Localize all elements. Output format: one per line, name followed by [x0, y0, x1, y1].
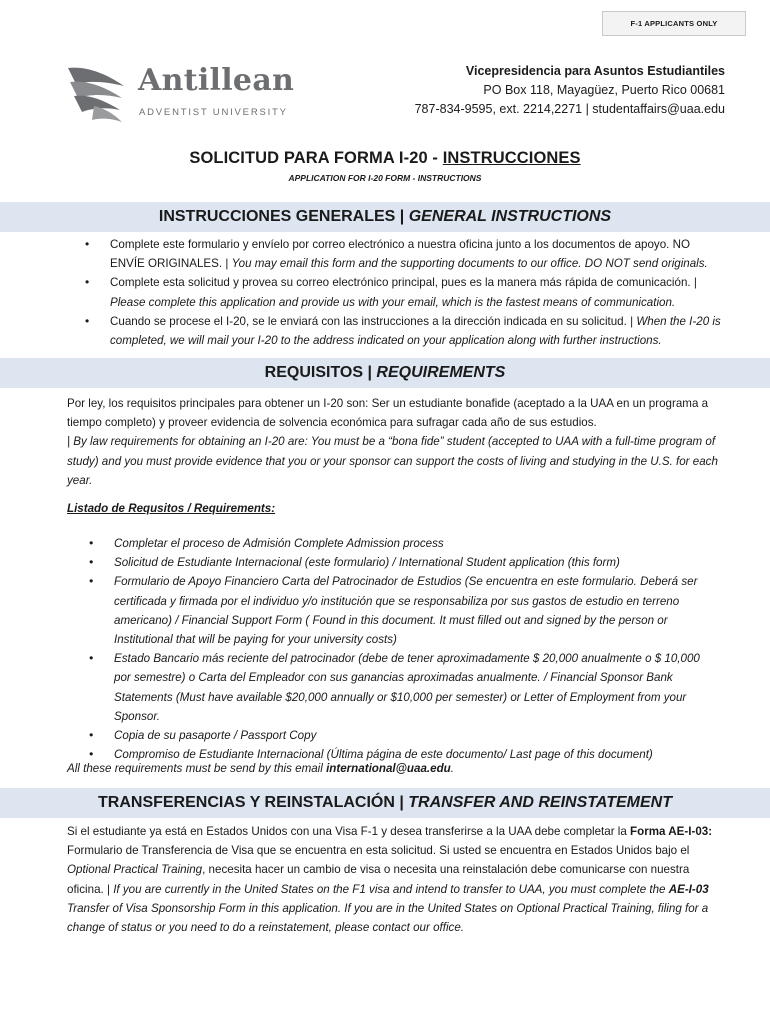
email-note-end: . — [450, 762, 454, 775]
transfer-text: Si el estudiante ya está en Estados Unidos con una Visa F-1 y desea transferirse a la UAA debe completar la — [67, 825, 631, 838]
page-subtitle: APPLICATION FOR I-20 FORM - INSTRUCTIONS — [288, 173, 482, 183]
list-item: • Compromiso de Estudiante Internacional (Última página de este documento/ Last page of this document) — [89, 745, 719, 764]
requirements-intro — [67, 394, 727, 490]
form-code-en: AE-I-03 — [668, 882, 709, 896]
office-phone-email: 787-834-9595, ext. 2214,2271 | studentaffairs@uaa.edu — [414, 102, 725, 116]
requirements-intro-es: Por ley, los requisitos principales para obtener un I-20 son: Ser un estudiante bonafide (aceptado a la UAA en un programa a tiempo completo) y proveer evidencia de solvencia económica para sufragar cada año de sus estudios. — [67, 397, 709, 430]
logo-name: Antillean — [138, 63, 295, 98]
requirements-heading-en: REQUIREMENTS — [376, 364, 506, 381]
title-es-underlined: INSTRUCCIONES — [442, 149, 581, 167]
book-wing-logo-icon — [64, 60, 130, 126]
item-es: Complete esta solicitud y provea su correo electrónico principal, pues es la manera más rápida de comunicación. | — [110, 276, 697, 290]
office-address: PO Box 118, Mayagüez, Puerto Rico 00681 — [483, 83, 725, 97]
transfer-heading-en: TRANSFER AND REINSTATEMENT — [408, 794, 672, 811]
requirements-intro-en: | By law requirements for obtaining an I-20 are: You must be a “bona fide” student (accepted to UAA with a full-time program of study) and you must provide evidence that you or your sponsor can support the costs of living and studying in the U.S. for each year. — [67, 435, 718, 487]
transfer-text-en: If you are currently in the United States on the F1 visa and intend to transfer to UAA, you must complete the — [113, 882, 669, 896]
general-instructions-heading — [0, 202, 770, 232]
requirements-list-heading: Listado de Requsitos / Requirements: — [67, 502, 276, 515]
item-en: Please complete this application and provide us with your email, which is the fastest means of communication. — [110, 295, 676, 309]
office-name: Vicepresidencia para Asuntos Estudiantiles — [465, 64, 725, 78]
general-instructions-list — [85, 235, 725, 350]
transfer-heading-es: TRANSFERENCIAS Y REINSTALACIÓN | — [98, 794, 409, 811]
transfer-heading — [0, 788, 770, 818]
requirements-heading-es: REQUISITOS | — [264, 364, 377, 381]
email-note — [67, 759, 727, 778]
item-en: You may email this form and the supporting documents to our office. DO NOT send originals. — [231, 257, 708, 271]
list-item: • Completar el proceso de Admisión Complete Admission process — [89, 534, 719, 553]
general-heading-en: GENERAL INSTRUCTIONS — [408, 208, 612, 225]
item-en: When the I-20 is completed, we will mail your I-20 to the address indicated on your application along with further instructions. — [110, 314, 721, 348]
item-es: Cuando se procese el I-20, se le enviará con las instrucciones a la dirección indicada en su solicitud. | — [110, 314, 637, 328]
requirements-list — [89, 534, 719, 764]
general-heading-es: INSTRUCCIONES GENERALES | — [158, 208, 409, 225]
opt-term: Optional Practical Training — [67, 863, 203, 877]
requirements-heading — [0, 358, 770, 388]
list-item — [85, 235, 725, 273]
item-es: Complete este formulario y envíelo por correo electrónico a nuestra oficina junto a los documentos de apoyo. NO ENVÍE ORIGINALES. | — [110, 238, 690, 271]
transfer-paragraph — [67, 822, 717, 937]
list-item: • Copia de su pasaporte / Passport Copy — [89, 726, 719, 745]
list-item — [85, 312, 725, 350]
email-note-text: All these requirements must be send by this email — [67, 762, 327, 775]
transfer-text-en: Transfer of Visa Sponsorship Form in this application. If you are in the United States on Optional Practical Training, filing for a change of status or you need to do a reinstatement, please contact our office. — [67, 901, 709, 935]
f1-applicants-badge: F-1 APPLICANTS ONLY — [602, 11, 746, 36]
list-item: • Formulario de Apoyo Financiero Carta del Patrocinador de Estudios (Se encuentra en este formulario. Deberá ser certificada y firmada por el individuo y/o institución que se responsabiliza por sus gastos de estudio en terreno americano) / Financial Support Form ( Found in this document. It must filled out and signed by the person or Institutional that will be paying for your university costs) — [89, 572, 719, 649]
university-logo — [64, 60, 294, 126]
contact-block — [415, 62, 725, 119]
title-es: SOLICITUD PARA FORMA I-20 - — [189, 149, 443, 167]
page-title — [0, 149, 770, 168]
list-item: • Solicitud de Estudiante Internacional (este formulario) / International Student application (this form) — [89, 553, 719, 572]
logo-subtitle: ADVENTIST UNIVERSITY — [139, 107, 288, 118]
list-item: • Estado Bancario más reciente del patrocinador (debe de tener aproximadamente $ 20,000 anualmente o $ 10,000 por semestre) o Carta del Empleador con sus ganancias aproximadas anualmente. / Financial Sponsor Bank Statements (Must have available $20,000 annually or $10,000 per semester) or Letter of Employment from your Sponsor. — [89, 649, 719, 726]
form-code: Forma AE-I-03: — [630, 825, 713, 838]
list-item — [85, 273, 725, 311]
transfer-text: , necesita hacer un cambio de visa o necesita una reinstalación debe comunicarse con nuestra oficina. | — [67, 863, 690, 896]
transfer-text: Formulario de Transferencia de Visa que se encuentra en esta solicitud. Si usted se encuentra en Estados Unidos bajo el — [67, 844, 690, 858]
international-email-link[interactable]: international@uaa.edu — [326, 762, 451, 775]
